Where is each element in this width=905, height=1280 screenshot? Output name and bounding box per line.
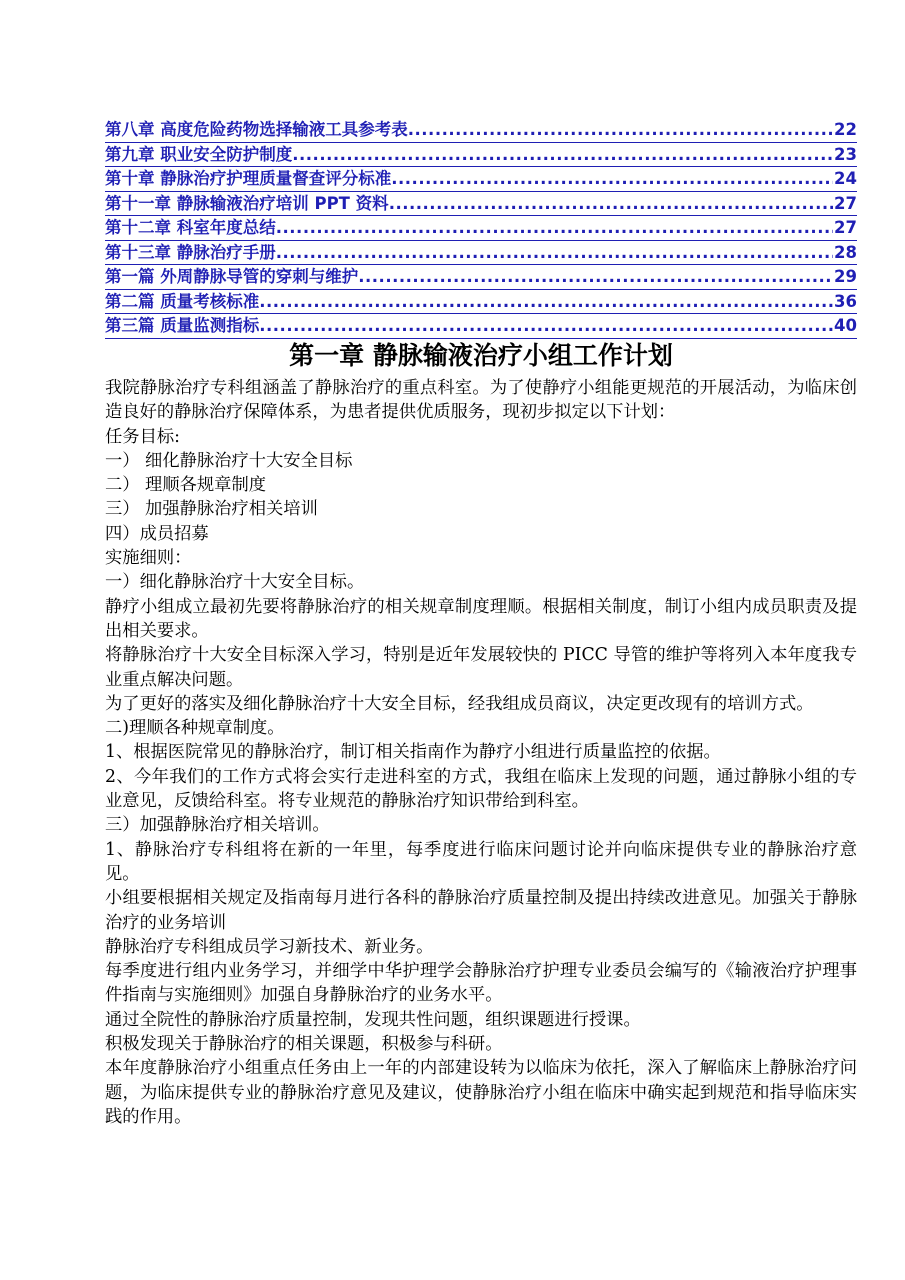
paragraph: 静疗小组成立最初先要将静脉治疗的相关规章制度理顺。根据相关制度，制订小组内成员职责及提出相关要求。 [105, 596, 857, 641]
toc-entry-ch8[interactable] [105, 118, 857, 143]
toc-leader-dots [408, 118, 833, 143]
paragraph: 积极发现关于静脉治疗的相关课题，积极参与科研。 [105, 1034, 503, 1055]
toc-entry-label: 第十三章 静脉治疗手册 [105, 242, 276, 262]
paragraph: 三） 加强静脉治疗相关培训 [105, 499, 318, 520]
toc-entry-label: 第九章 职业安全防护制度 [105, 144, 293, 164]
toc-entry-ch10[interactable] [105, 167, 857, 192]
toc-leader-dots [276, 216, 833, 241]
toc-page-number: 27 [834, 218, 857, 237]
paragraph: 四）成员招募 [105, 523, 209, 544]
toc-page-number: 28 [834, 242, 857, 262]
toc-entry-part1[interactable] [105, 265, 857, 290]
paragraph: 二） 理顺各规章制度 [105, 475, 267, 496]
chapter-title: 第一章 静脉输液治疗小组工作计划 [289, 341, 673, 370]
toc-entry-label: 第十章 静脉治疗护理质量督查评分标准 [105, 169, 392, 188]
toc-leader-dots [292, 143, 833, 168]
toc-entry-part3[interactable] [105, 314, 857, 339]
toc-entry-ch9[interactable] [105, 143, 857, 168]
paragraph: 二)理顺各种规章制度。 [105, 718, 285, 739]
paragraph: 2、今年我们的工作方式将会实行走进科室的方式，我组在临床上发现的问题，通过静脉小组的专业意见，反馈给科室。将专业规范的静脉治疗知识带给到科室。 [105, 766, 857, 812]
toc-leader-dots [389, 192, 833, 217]
paragraph: 我院静脉治疗专科组涵盖了静脉治疗的重点科室。为了使静疗小组能更规范的开展活动，为临床创造良好的静脉治疗保障体系，为患者提供优质服务，现初步拟定以下计划： [105, 378, 857, 423]
paragraph: 静脉治疗专科组成员学习新技术、新业务。 [105, 936, 434, 957]
toc-entry-label: 第十一章 静脉输液治疗培训 PPT 资料 [105, 193, 389, 213]
toc-entry-ch12[interactable] [105, 216, 857, 241]
chapter-body [105, 376, 857, 1129]
toc-entry-ch13[interactable] [105, 241, 857, 266]
toc-leader-dots [276, 241, 833, 266]
paragraph: 本年度静脉治疗小组重点任务由上一年的内部建设转为以临床为依托，深入了解临床上静脉治疗问题，为临床提供专业的静脉治疗意见及建议，使静脉治疗小组在临床中确实起到规范和指导临床实践的作用。 [105, 1058, 857, 1127]
toc-entry-label: 第十二章 科室年度总结 [105, 218, 276, 237]
paragraph: 为了更好的落实及细化静脉治疗十大安全目标，经我组成员商议，决定更改现有的培训方式。 [105, 693, 814, 714]
paragraph: 实施细则： [105, 548, 192, 569]
toc-page-number: 27 [834, 193, 857, 213]
toc-leader-dots [358, 265, 833, 290]
toc-page-number: 23 [834, 144, 857, 164]
paragraph: 任务目标: [105, 426, 180, 447]
toc-leader-dots [259, 314, 833, 339]
toc-entry-label: 第一篇 外周静脉导管的穿刺与维护 [105, 267, 359, 286]
toc-entry-ch11[interactable] [105, 192, 857, 217]
table-of-contents [105, 118, 857, 339]
paragraph: 小组要根据相关规定及指南每月进行各科的静脉治疗质量控制及提出持续改进意见。加强关于静脉治疗的业务培训 [105, 888, 857, 933]
toc-entry-label: 第八章 高度危险药物选择输液工具参考表 [105, 120, 408, 139]
toc-page-number: 36 [834, 291, 857, 311]
paragraph: 一）细化静脉治疗十大安全目标。 [105, 572, 365, 593]
paragraph: 一） 细化静脉治疗十大安全目标 [105, 450, 353, 471]
toc-page-number: 40 [834, 316, 857, 335]
paragraph: 三）加强静脉治疗相关培训。 [105, 815, 330, 836]
toc-leader-dots [259, 290, 833, 315]
toc-page-number: 29 [834, 267, 857, 286]
paragraph: 1、静脉治疗专科组将在新的一年里，每季度进行临床问题讨论并向临床提供专业的静脉治疗意见。 [105, 839, 857, 884]
paragraph: 1、根据医院常见的静脉治疗，制订相关指南作为静疗小组进行质量监控的依据。 [105, 742, 721, 763]
paragraph: 将静脉治疗十大安全目标深入学习，特别是近年发展较快的 PICC 导管的维护等将列入本年度我专业重点解决问题。 [105, 645, 857, 690]
toc-entry-part2[interactable] [105, 290, 857, 315]
toc-leader-dots [391, 167, 833, 192]
toc-page-number: 24 [834, 169, 857, 188]
paragraph: 每季度进行组内业务学习，并细学中华护理学会静脉治疗护理专业委员会编写的《输液治疗护理事件指南与实施细则》加强自身静脉治疗的业务水平。 [105, 961, 857, 1006]
toc-entry-label: 第二篇 质量考核标准 [105, 291, 260, 311]
toc-page-number: 22 [834, 120, 857, 139]
toc-entry-label: 第三篇 质量监测指标 [105, 316, 260, 335]
paragraph: 通过全院性的静脉治疗质量控制，发现共性问题，组织课题进行授课。 [105, 1009, 641, 1030]
